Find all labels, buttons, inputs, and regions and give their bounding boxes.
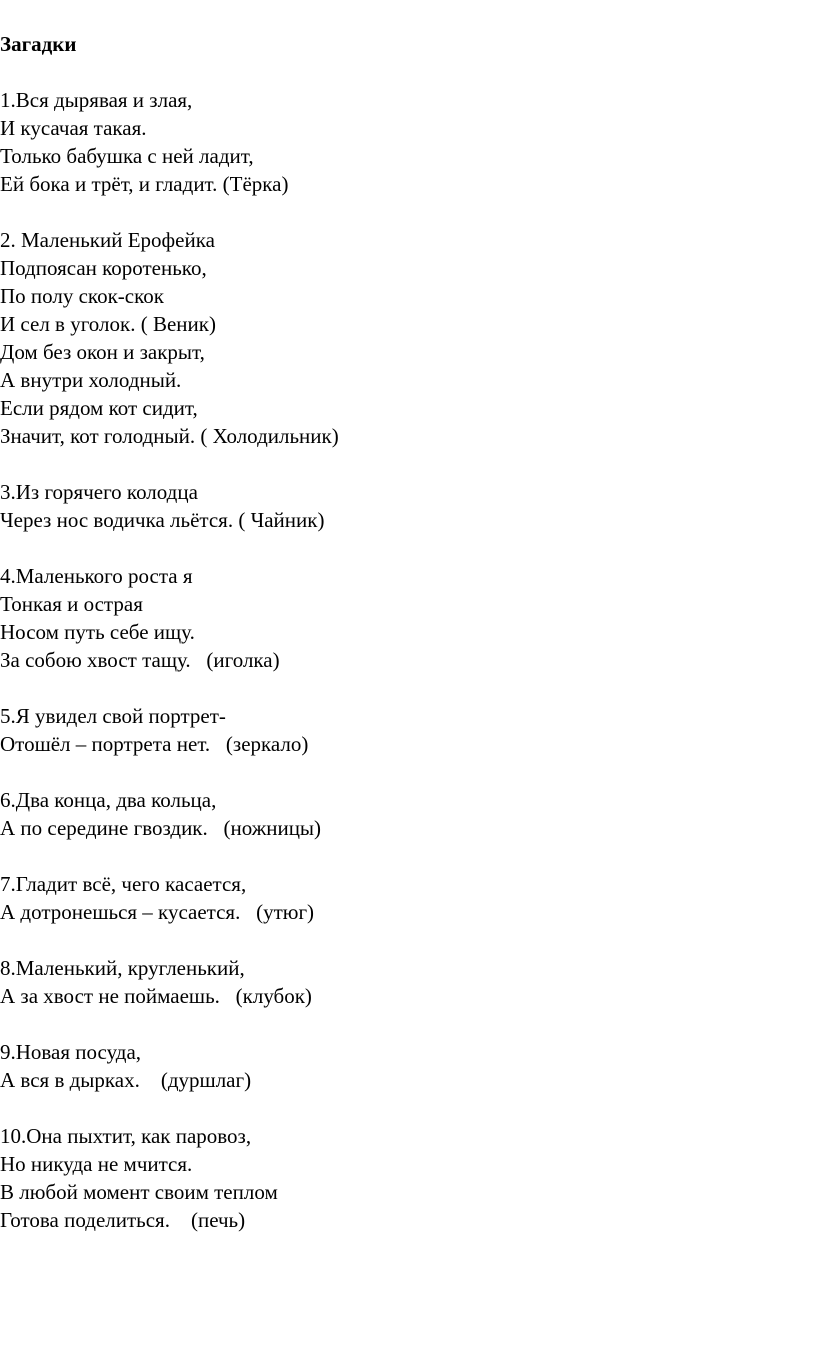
- riddle-line: В любой момент своим теплом: [0, 1180, 278, 1204]
- riddle-4: [0, 562, 816, 674]
- riddle-2: [0, 226, 816, 450]
- riddle-line: Только бабушка с ней ладит,: [0, 144, 254, 168]
- riddle-line: Через нос водичка льётся. ( Чайник): [0, 508, 325, 532]
- riddle-line: Дом без окон и закрыт,: [0, 340, 205, 364]
- riddle-line: Тонкая и острая: [0, 592, 143, 616]
- riddle-line: А за хвост не поймаешь. (клубок): [0, 984, 312, 1008]
- riddle-6: [0, 786, 816, 842]
- riddle-5: [0, 702, 816, 758]
- riddle-line: А дотронешься – кусается. (утюг): [0, 900, 315, 924]
- riddle-line: 6.Два конца, два кольца,: [0, 788, 217, 812]
- riddle-line: Если рядом кот сидит,: [0, 396, 198, 420]
- riddle-line: Ей бока и трёт, и гладит. (Тёрка): [0, 172, 289, 196]
- riddle-3: [0, 478, 816, 534]
- riddle-line: 7.Гладит всё, чего касается,: [0, 872, 247, 896]
- riddle-line: Отошёл – портрета нет. (зеркало): [0, 732, 309, 756]
- riddle-line: 3.Из горячего колодца: [0, 480, 198, 504]
- riddle-line: Носом путь себе ищу.: [0, 620, 195, 644]
- riddle-line: 4.Маленького роста я: [0, 564, 193, 588]
- document-title: Загадки: [0, 32, 77, 56]
- riddle-line: 8.Маленький, кругленький,: [0, 956, 245, 980]
- riddle-line: 2. Маленький Ерофейка: [0, 228, 215, 252]
- riddle-line: А внутри холодный.: [0, 368, 182, 392]
- riddle-7: [0, 870, 816, 926]
- riddle-line: Но никуда не мчится.: [0, 1152, 193, 1176]
- riddle-line: 5.Я увидел свой портрет-: [0, 704, 226, 728]
- riddle-line: А по середине гвоздик. (ножницы): [0, 816, 322, 840]
- riddle-9: [0, 1038, 816, 1094]
- riddle-line: 10.Она пыхтит, как паровоз,: [0, 1124, 252, 1148]
- riddle-line: И сел в уголок. ( Веник): [0, 312, 216, 336]
- riddle-line: А вся в дырках. (дуршлаг): [0, 1068, 252, 1092]
- riddle-line: 9.Новая посуда,: [0, 1040, 142, 1064]
- riddle-line: По полу скок-скок: [0, 284, 164, 308]
- riddle-10: [0, 1122, 816, 1234]
- riddle-8: [0, 954, 816, 1010]
- riddle-line: Готова поделиться. (печь): [0, 1208, 246, 1232]
- riddle-line: Подпоясан коротенько,: [0, 256, 207, 280]
- riddle-1: [0, 86, 816, 198]
- riddle-line: За собою хвост тащу. (иголка): [0, 648, 280, 672]
- riddle-line: И кусачая такая.: [0, 116, 147, 140]
- riddle-line: Значит, кот голодный. ( Холодильник): [0, 424, 339, 448]
- riddle-line: 1.Вся дырявая и злая,: [0, 88, 193, 112]
- document-page: [0, 30, 816, 1262]
